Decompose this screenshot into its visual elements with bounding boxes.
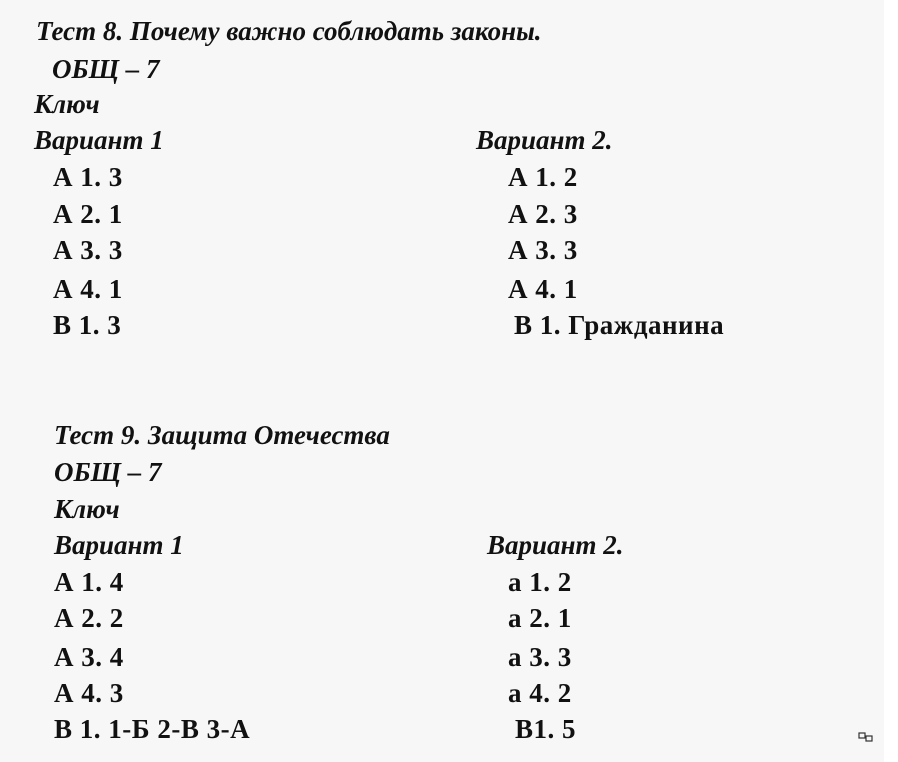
test9-v2-answer: а 1. 2 [508, 567, 572, 597]
test8-v2-answer: А 2. 3 [508, 199, 578, 229]
test9-v1-answer: А 2. 2 [54, 603, 124, 633]
test8-variant1-label: Вариант 1 [34, 125, 164, 155]
test9-v2-answer: а 2. 1 [508, 603, 572, 633]
test8-v1-answer: В 1. 3 [53, 310, 122, 340]
test9-v1-answer: А 4. 3 [54, 678, 124, 708]
test9-v1-answer: А 3. 4 [54, 642, 124, 672]
test8-v1-answer: А 4. 1 [53, 274, 123, 304]
test9-key-label: Ключ [54, 494, 120, 524]
test8-subject: ОБЩ – 7 [52, 54, 160, 84]
test9-v2-answer: В1. 5 [515, 714, 577, 744]
test8-v2-answer: А 3. 3 [508, 235, 578, 265]
test9-v1-answer: А 1. 4 [54, 567, 124, 597]
test8-v2-answer: А 1. 2 [508, 162, 578, 192]
test8-variant2-label: Вариант 2. [476, 125, 613, 155]
test9-variant2-label: Вариант 2. [487, 530, 624, 560]
test8-title: Тест 8. Почему важно соблюдать законы. [36, 16, 542, 46]
test9-v2-answer: а 3. 3 [508, 642, 572, 672]
test9-subject: ОБЩ – 7 [54, 457, 162, 487]
test8-v2-answer: В 1. Гражданина [514, 310, 725, 340]
test9-variant1-label: Вариант 1 [54, 530, 184, 560]
test8-v1-answer: А 2. 1 [53, 199, 123, 229]
test9-v2-answer: а 4. 2 [508, 678, 572, 708]
test8-key-label: Ключ [34, 89, 100, 119]
test8-v1-answer: А 1. 3 [53, 162, 123, 192]
test9-v1-answer: В 1. 1-Б 2-В 3-А [54, 714, 251, 744]
test8-v1-answer: А 3. 3 [53, 235, 123, 265]
test9-title: Тест 9. Защита Отечества [54, 420, 390, 450]
test8-v2-answer: А 4. 1 [508, 274, 578, 304]
resize-handle-icon[interactable] [858, 732, 874, 742]
